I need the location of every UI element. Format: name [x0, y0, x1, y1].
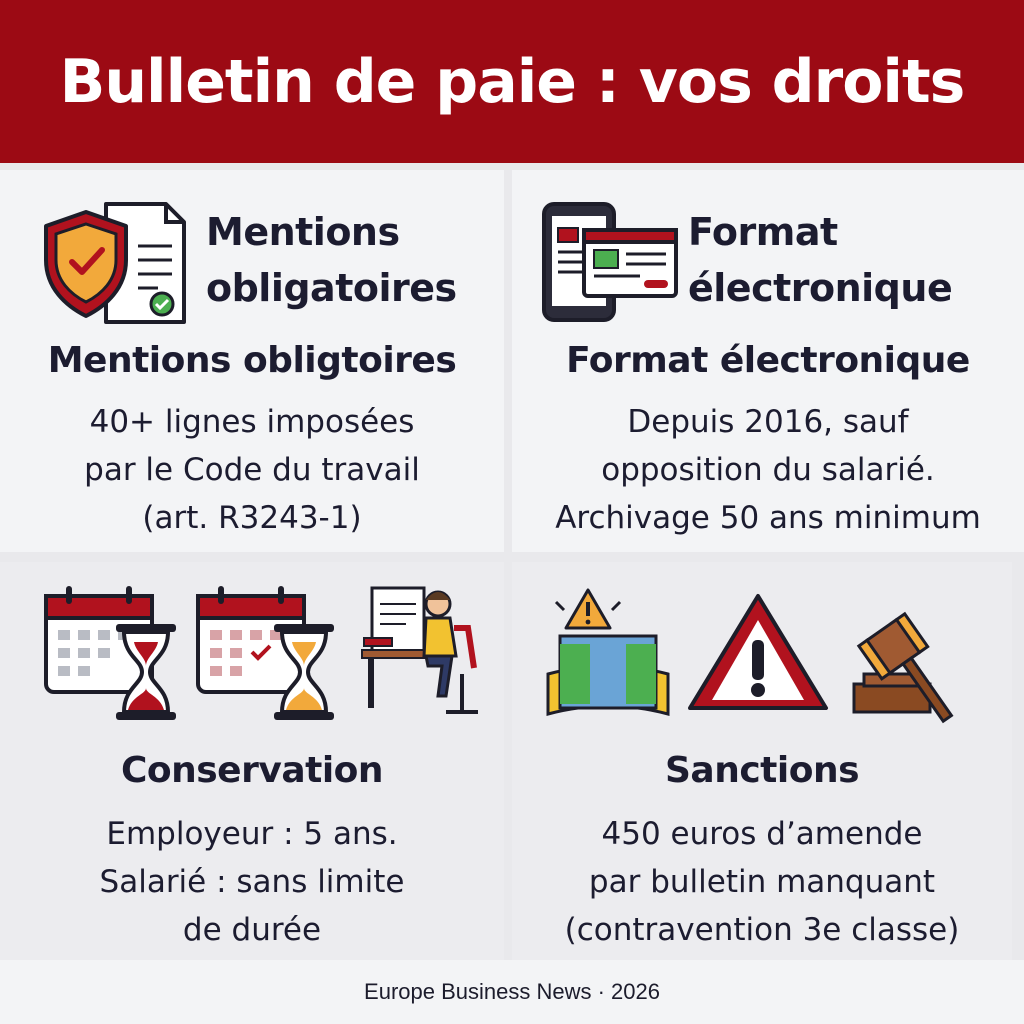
card-side-title: Mentions obligatoires [206, 210, 457, 310]
gavel-icon [854, 614, 968, 726]
warning-book-icon [548, 590, 668, 714]
page-footer [0, 960, 1024, 1024]
card-body: Employeur : 5 ans. Salarié : sans limite de durée [99, 816, 405, 948]
page-header [0, 0, 1024, 163]
card-heading: Sanctions [664, 750, 860, 791]
person-at-desk-icon [362, 588, 478, 712]
conservation-icons [42, 584, 482, 724]
card-body: 40+ lignes imposées par le Code du travail (art. R3243-1) [84, 404, 420, 536]
card-conservation [0, 562, 504, 960]
smartphone-icon [540, 200, 680, 324]
card-side-title: Format électronique [688, 210, 953, 310]
page-title: Bulletin de paie : vos droits [59, 46, 965, 117]
card-body: 450 euros d’amende par bulletin manquant (contravention 3e classe) [564, 816, 960, 948]
card-sanctions [512, 562, 1012, 960]
sanctions-icons [538, 586, 998, 726]
shield-check-icon [40, 198, 190, 326]
warning-triangle-icon [690, 596, 826, 708]
card-heading: Conservation [120, 750, 384, 791]
footer-credit: Europe Business News · 2026 [364, 979, 660, 1004]
card-format-electronique [512, 170, 1024, 552]
card-body: Depuis 2016, sauf opposition du salarié. Archivage 50 ans minimum [555, 404, 981, 536]
card-mentions-obligatoires [0, 170, 504, 552]
card-heading: Mentions obligtoires [47, 340, 457, 381]
browser-window-icon [584, 230, 676, 296]
card-heading: Format électronique [566, 340, 970, 381]
